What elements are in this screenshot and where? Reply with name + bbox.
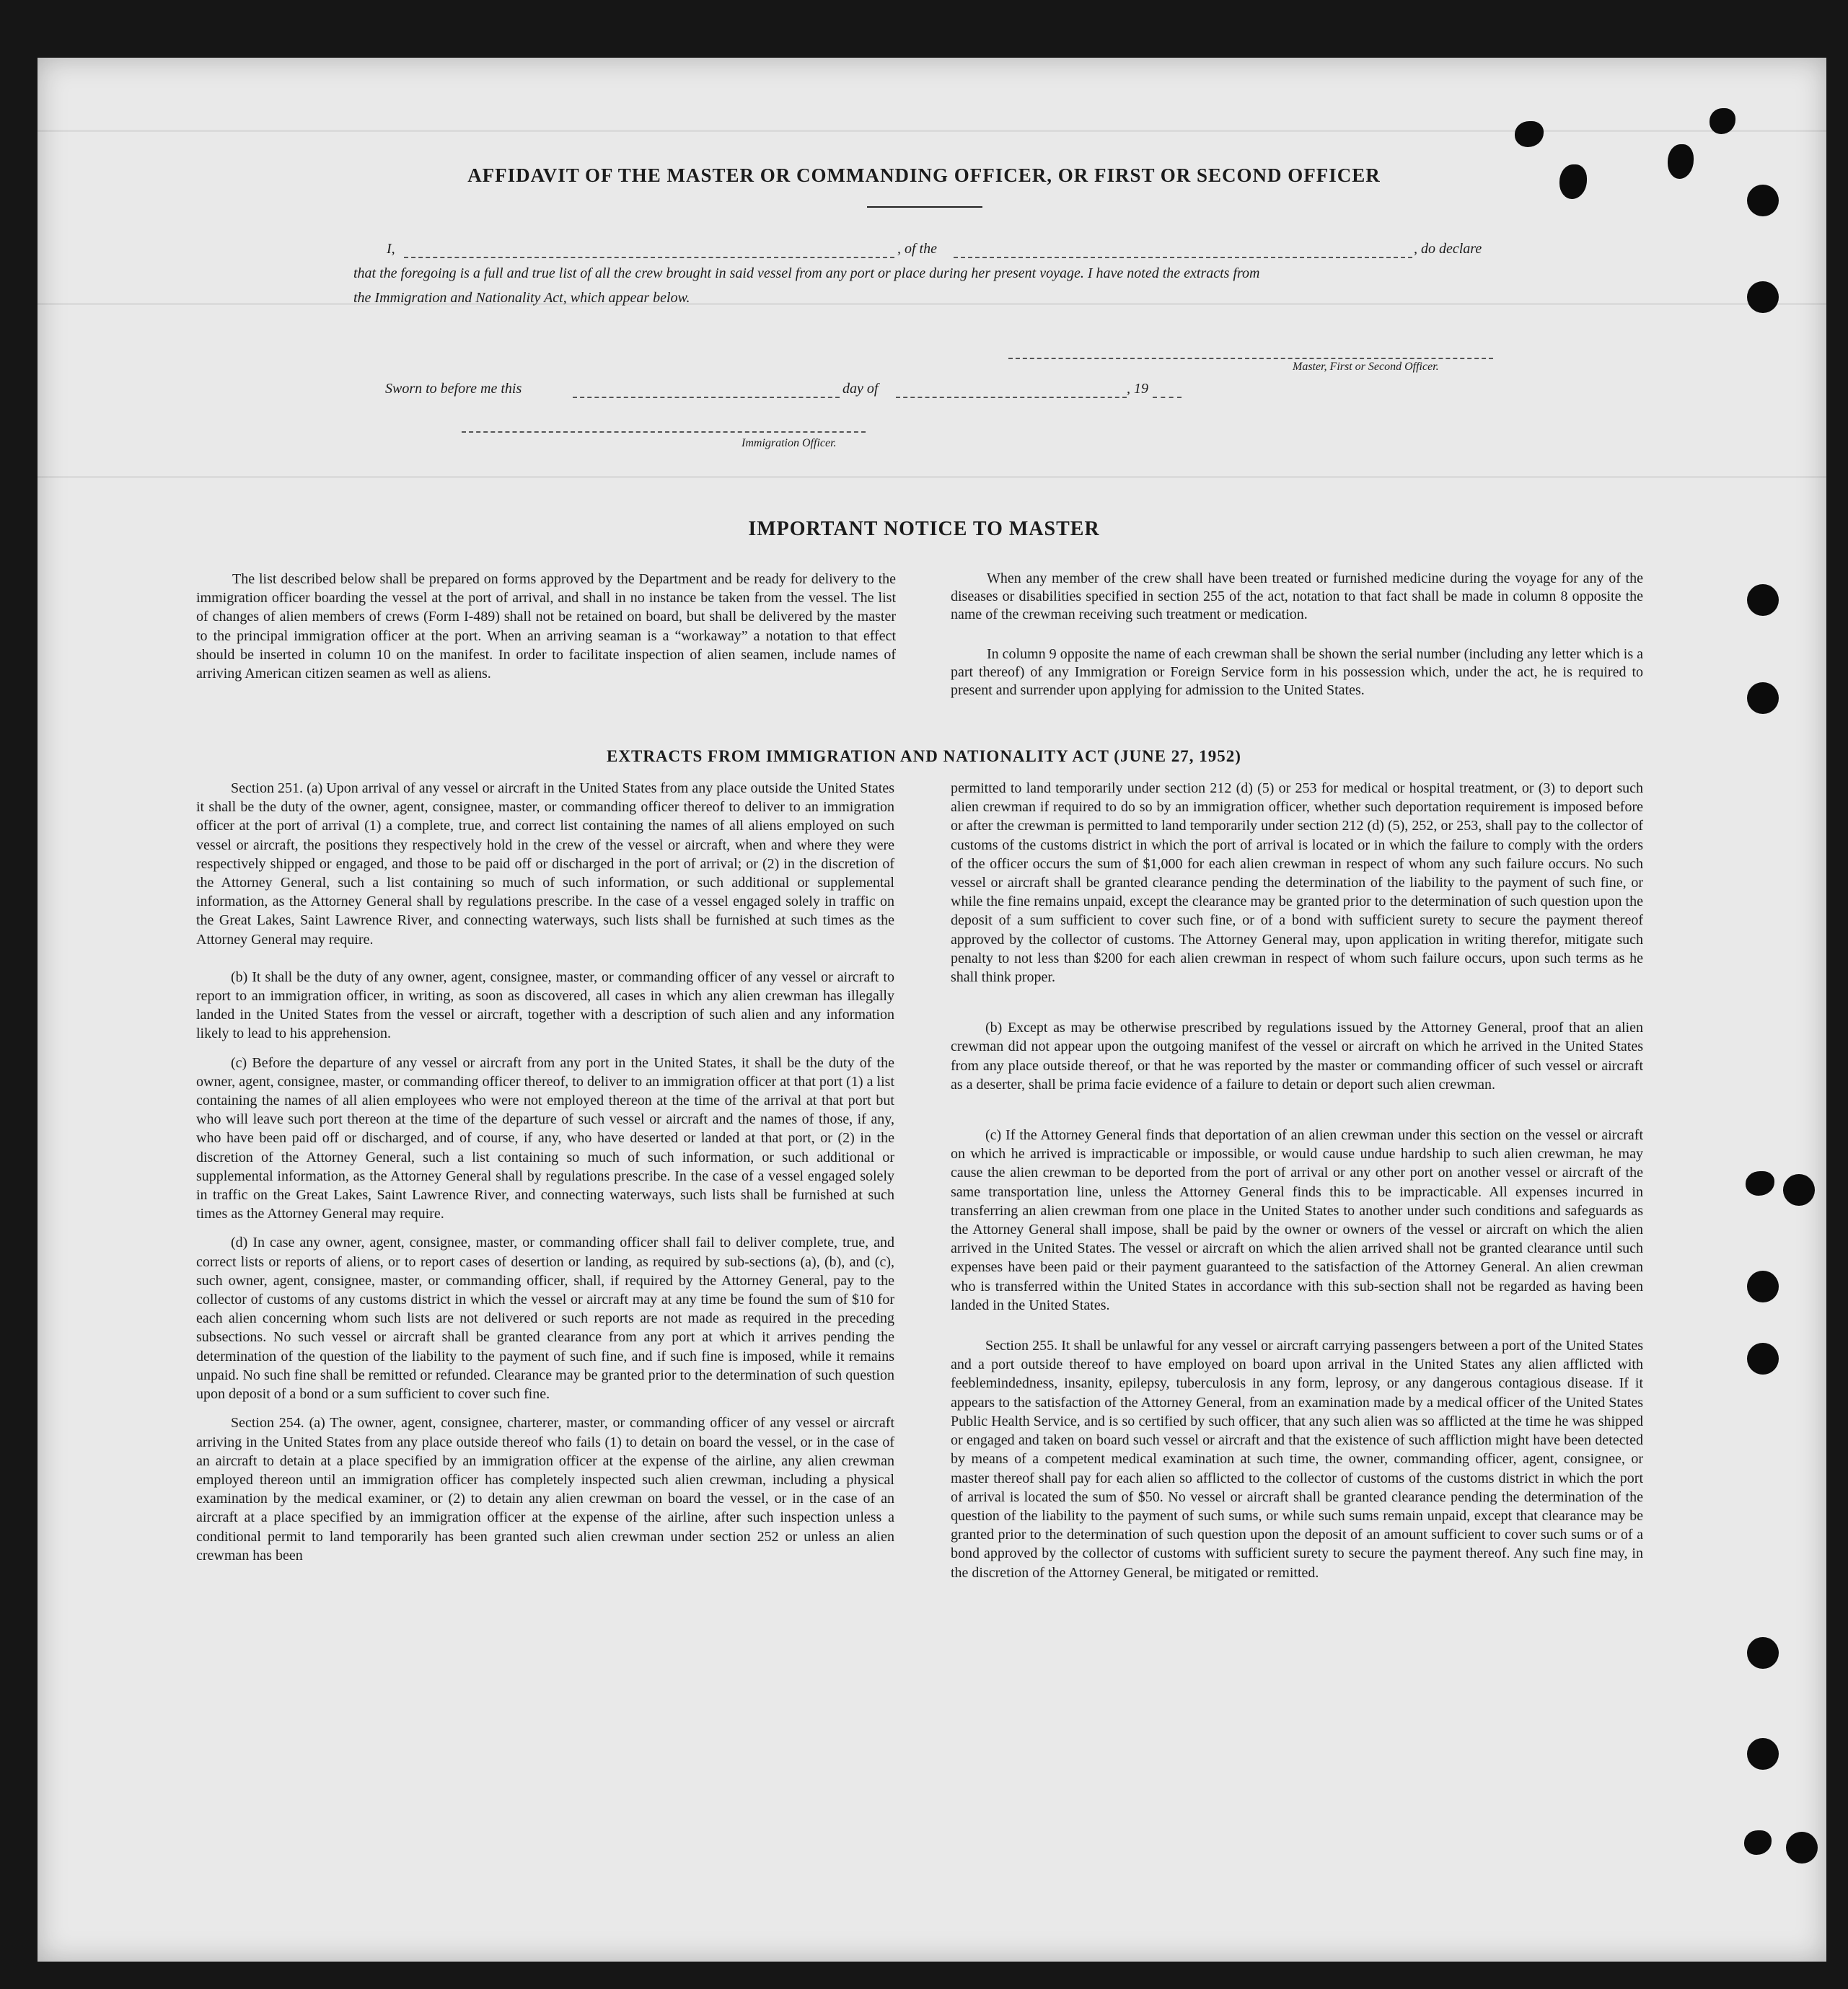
punch-hole xyxy=(1747,1343,1779,1375)
section-254c: (c) If the Attorney General finds that deportation of an alien crewman under this section on the vessel or aircraft on which he arrived is impracticable or impossible, or would cause undue hardship to such alien crewman, he may cause the alien crewman to be deported from the port of arrival or any other port on another vessel or aircraft of the same transportation line, unless the Attorney General finds this to be impracticable. All expenses incurred in transferring an alien crewman from one place in the United States to another under such conditions and safeguards as the Attorney General shall impose, shall be paid by the owner or owners of the vessel or aircraft on which the alien arrived in the United States. The vessel or aircraft on which the alien arrived shall not be granted clearance until such expenses have been paid or their payment guaranteed to the satisfaction of the Attorney General. An alien crewman who is transferred within the United States in accordance with this sub-section shall not be regarded as having been landed in the United States. xyxy=(951,1127,1643,1313)
scan-artifact xyxy=(38,476,1826,478)
punch-hole xyxy=(1747,584,1779,616)
section-255: Section 255. It shall be unlawful for any vessel or aircraft carrying passengers between a port of the United States and a port outside thereof to have employed on board upon arrival in the United States any alien afflicted with feeblemindedness, insanity, epilepsy, tuberculosis in any form, leprosy, or any dangerous contagious disease. If it appears to the satisfaction of the Attorney General, from an examination made by a medical officer of the United States Public Health Service, and is so certified by such officer, that any such alien was so afflicted at the time he was shipped or engaged and taken on board such vessel or aircraft and that the existence of such affliction might have been detected by means of a competent medical examination at such time, the owner, commanding officer, agent, consignee, or master thereof shall pay for each alien so afflicted to the collector of customs of the customs district in which the port of arrival is located the sum of $50. No vessel or aircraft shall be granted clearance pending the determination of the question of the liability to the payment of such sums, or while such sums remain unpaid, except that clearance may be granted prior to the determination of such question upon the deposit of an amount sufficient to cover such sums or of a bond approved by the collector of customs with sufficient surety to secure the payment thereof. Any such fine may, in the discretion of the Attorney General, be mitigated or remitted. xyxy=(951,1338,1643,1581)
punch-hole xyxy=(1747,682,1779,714)
affidavit-title: AFFIDAVIT OF THE MASTER OR COMMANDING OFFICER, OR FIRST OR SECOND OFFICER xyxy=(467,164,1381,186)
affidavit-line3: the Immigration and Nationality Act, which appear below. xyxy=(353,290,690,306)
scan-artifact xyxy=(38,130,1826,132)
punch-hole xyxy=(1747,1637,1779,1669)
notice-right-paragraph-1: When any member of the crew shall have been treated or furnished medicine during the voyage for any of the diseases or disabilities specified in section 255 of the act, notation to that fact shall be made in column 8 opposite the name of the crewman receiving such treatment or medication. xyxy=(951,570,1643,622)
notice-title: IMPORTANT NOTICE TO MASTER xyxy=(748,518,1100,540)
day-of-text: day of xyxy=(842,381,879,397)
extracts-left-column xyxy=(196,779,894,1584)
title-rule xyxy=(867,206,982,208)
section-254a: Section 254. (a) The owner, agent, consignee, charterer, master, or commanding officer of any vessel or aircraft arriving in the United States from any place outside thereof who fails (1) to detain on board the vessel, or in the case of an aircraft to detain at a place specified by an immigration officer at the expense of the airline, any alien crewman employed thereon until an immigration officer has completely inspected such alien crewman, including a physical examination by the medical examiner, or (2) to detain any alien crewman on board the vessel, or in the case of an aircraft at a place specified by an immigration officer at the expense of the airline, after such inspection unless a conditional permit to land temporarily has been granted such alien crewman under section 252 or unless an alien crewman has been xyxy=(196,1415,894,1564)
year-text: , 19 xyxy=(1127,381,1148,397)
section-251d: (d) In case any owner, agent, consignee, master, or commanding officer shall fail to deliver complete, true, and correct lists or reports of aliens, or to report cases of desertion or landing, as required by sub-sections (a), (b), and (c), such owner, agent, consignee, master, or commanding officer, shall, if required by the Attorney General, pay to the collector of customs of any customs district in which the vessel or aircraft may at any time be found the sum of $10 for each alien concerning whom such lists are not delivered or such reports are not made as required in the preceding subsections. No such vessel or aircraft shall be granted clearance from any port at which it arrives pending the determination of the question of the liability to the payment of such fine, and if such fine is imposed, while it remains unpaid. No such fine shall be remitted or refunded. Clearance may be granted prior to the determination of such question upon deposit of a bond or a sum sufficient to cover such fine. xyxy=(196,1235,894,1403)
sworn-text: Sworn to before me this xyxy=(385,381,522,397)
affidavit-i: I, xyxy=(387,241,395,257)
punch-hole xyxy=(1747,1738,1779,1770)
notice-right-paragraph-2: In column 9 opposite the name of each crewman shall be shown the serial number (including any letter which is a part thereof) of any Immigration or Foreign Service form in his possession which, under the act, he is required to present and surrender upon applying for admission to the United States. xyxy=(951,646,1643,698)
sworn-day-blank xyxy=(573,397,840,398)
punch-hole xyxy=(1747,281,1779,313)
month-blank xyxy=(896,397,1127,398)
punch-hole xyxy=(1747,185,1779,216)
section-254b: (b) Except as may be otherwise prescribed by regulations issued by the Attorney General, proof that an alien crewman did not appear upon the outgoing manifest of the vessel or aircraft on which he arrived in the United States from any place outside thereof, or that he was reported by the master or commanding officer of such vessel or aircraft as a deserter, shall be prima facie evidence of a failure to detain or deport such alien crewman. xyxy=(951,1020,1643,1093)
affidavit-do-declare: , do declare xyxy=(1414,241,1482,257)
notice-left-paragraph: The list described below shall be prepared on forms approved by the Department and be ready for delivery to the immigration officer boarding the vessel at the port of arrival, and shall in no instance be taken from the vessel. The list of changes of alien members of crews (Form I-489) shall not be retained on board, but shall be delivered by the master to the principal immigration officer at the port. When an arriving seaman is a “workaway” a notation to that effect should be inserted in column 10 on the manifest. In order to facilitate inspection of alien seamen, include names of arriving American citizen seamen as well as aliens. xyxy=(196,571,896,682)
scan-artifact xyxy=(38,303,1826,305)
year-blank xyxy=(1153,397,1182,398)
punch-hole xyxy=(1747,1271,1779,1302)
section-254a-continued: permitted to land temporarily under section 212 (d) (5) or 253 for medical or hospital treatment, or (3) to deport such alien crewman if required to do so by an immigration officer, whether such deportation requirement is imposed before or after the crewman is permitted to land temporarily under section 212 (d) (5), 252, or 253, shall pay to the collector of customs of the customs district in which the port of arrival is located or in which the failure to comply with the orders of the officer occurs the sum of $1,000 for each alien crewman in respect of whom any such failure occurs. No such vessel or aircraft shall be granted clearance pending the determination of the liability to the payment of such fine, or while the fine remains unpaid, except the clearance may be granted prior to the determination of such question upon the deposit of a sum sufficient to cover such fine, or of a bond with sufficient surety to secure the payment thereof approved by the collector of customs. The Attorney General may, upon application in writing therefor, mitigate such penalty to not less than $200 for each alien crewman in respect of whom such failure occurs, upon such terms as he shall think proper. xyxy=(951,780,1643,986)
section-251b: (b) It shall be the duty of any owner, agent, consignee, master, or commanding officer of any vessel or aircraft to report to an immigration officer, in writing, as soon as discovered, all cases in which any alien crewman has illegally landed in the United States from the vessel or aircraft, together with a description of such alien and any information likely to lead to his apprehension. xyxy=(196,969,894,1042)
master-signature-line xyxy=(1008,358,1493,359)
section-251a: Section 251. (a) Upon arrival of any vessel or aircraft in the United States from any place outside the United States it shall be the duty of the owner, agent, consignee, master, or commanding officer thereof to deliver to an immigration officer at the port of arrival (1) a complete, true, and correct list containing the names of all aliens employed on such vessel or aircraft, the positions they respectively hold in the crew of the vessel or aircraft, when and where they were respectively shipped or engaged, and those to be paid off or discharged in the port of arrival; or (2) in the discretion of the Attorney General, such a list containing so much of such information, or such additional or supplemental information, as the Attorney General shall by regulations prescribe. In the case of a vessel engaged solely in traffic on the Great Lakes, Saint Lawrence River, and connecting waterways, such lists shall be furnished at such times as the Attorney General may require. xyxy=(196,780,894,948)
master-caption: Master, First or Second Officer. xyxy=(1293,361,1439,373)
vessel-blank xyxy=(954,257,1412,258)
officer-signature-line xyxy=(462,431,866,433)
punch-hole xyxy=(1786,1832,1818,1864)
affidavit-of-the: , of the xyxy=(897,241,937,257)
name-blank xyxy=(404,257,894,258)
affidavit-line2: that the foregoing is a full and true list of all the crew brought in said vessel from any port or place during her present voyage. I have noted the extracts from xyxy=(353,265,1260,281)
punch-hole xyxy=(1783,1174,1815,1206)
extracts-title: EXTRACTS FROM IMMIGRATION AND NATIONALITY ACT (JUNE 27, 1952) xyxy=(607,747,1241,765)
section-251c: (c) Before the departure of any vessel or aircraft from any port in the United States, it shall be the duty of the owner, agent, consignee, master, or commanding officer thereof, to deliver to an immigration officer at that port (1) a list containing the names of all alien employees who were not employed thereon at the time of the arrival at that port but who will leave such port thereon at the time of the departure of such vessel or aircraft and the names of those, if any, who have been paid off or discharged, and of course, if any, who have deserted or landed at that port, or (2) in the discretion of the Attorney General, such a list containing so much of such information, or such additional or supplemental information, as the Attorney General shall by regulations prescribe. In the case of a vessel engaged solely in traffic on the Great Lakes, Saint Lawrence River, and connecting waterways, such lists shall be furnished at such times as the Attorney General may require. xyxy=(196,1054,894,1222)
officer-caption: Immigration Officer. xyxy=(742,437,837,449)
extracts-right-column xyxy=(951,779,1643,1601)
